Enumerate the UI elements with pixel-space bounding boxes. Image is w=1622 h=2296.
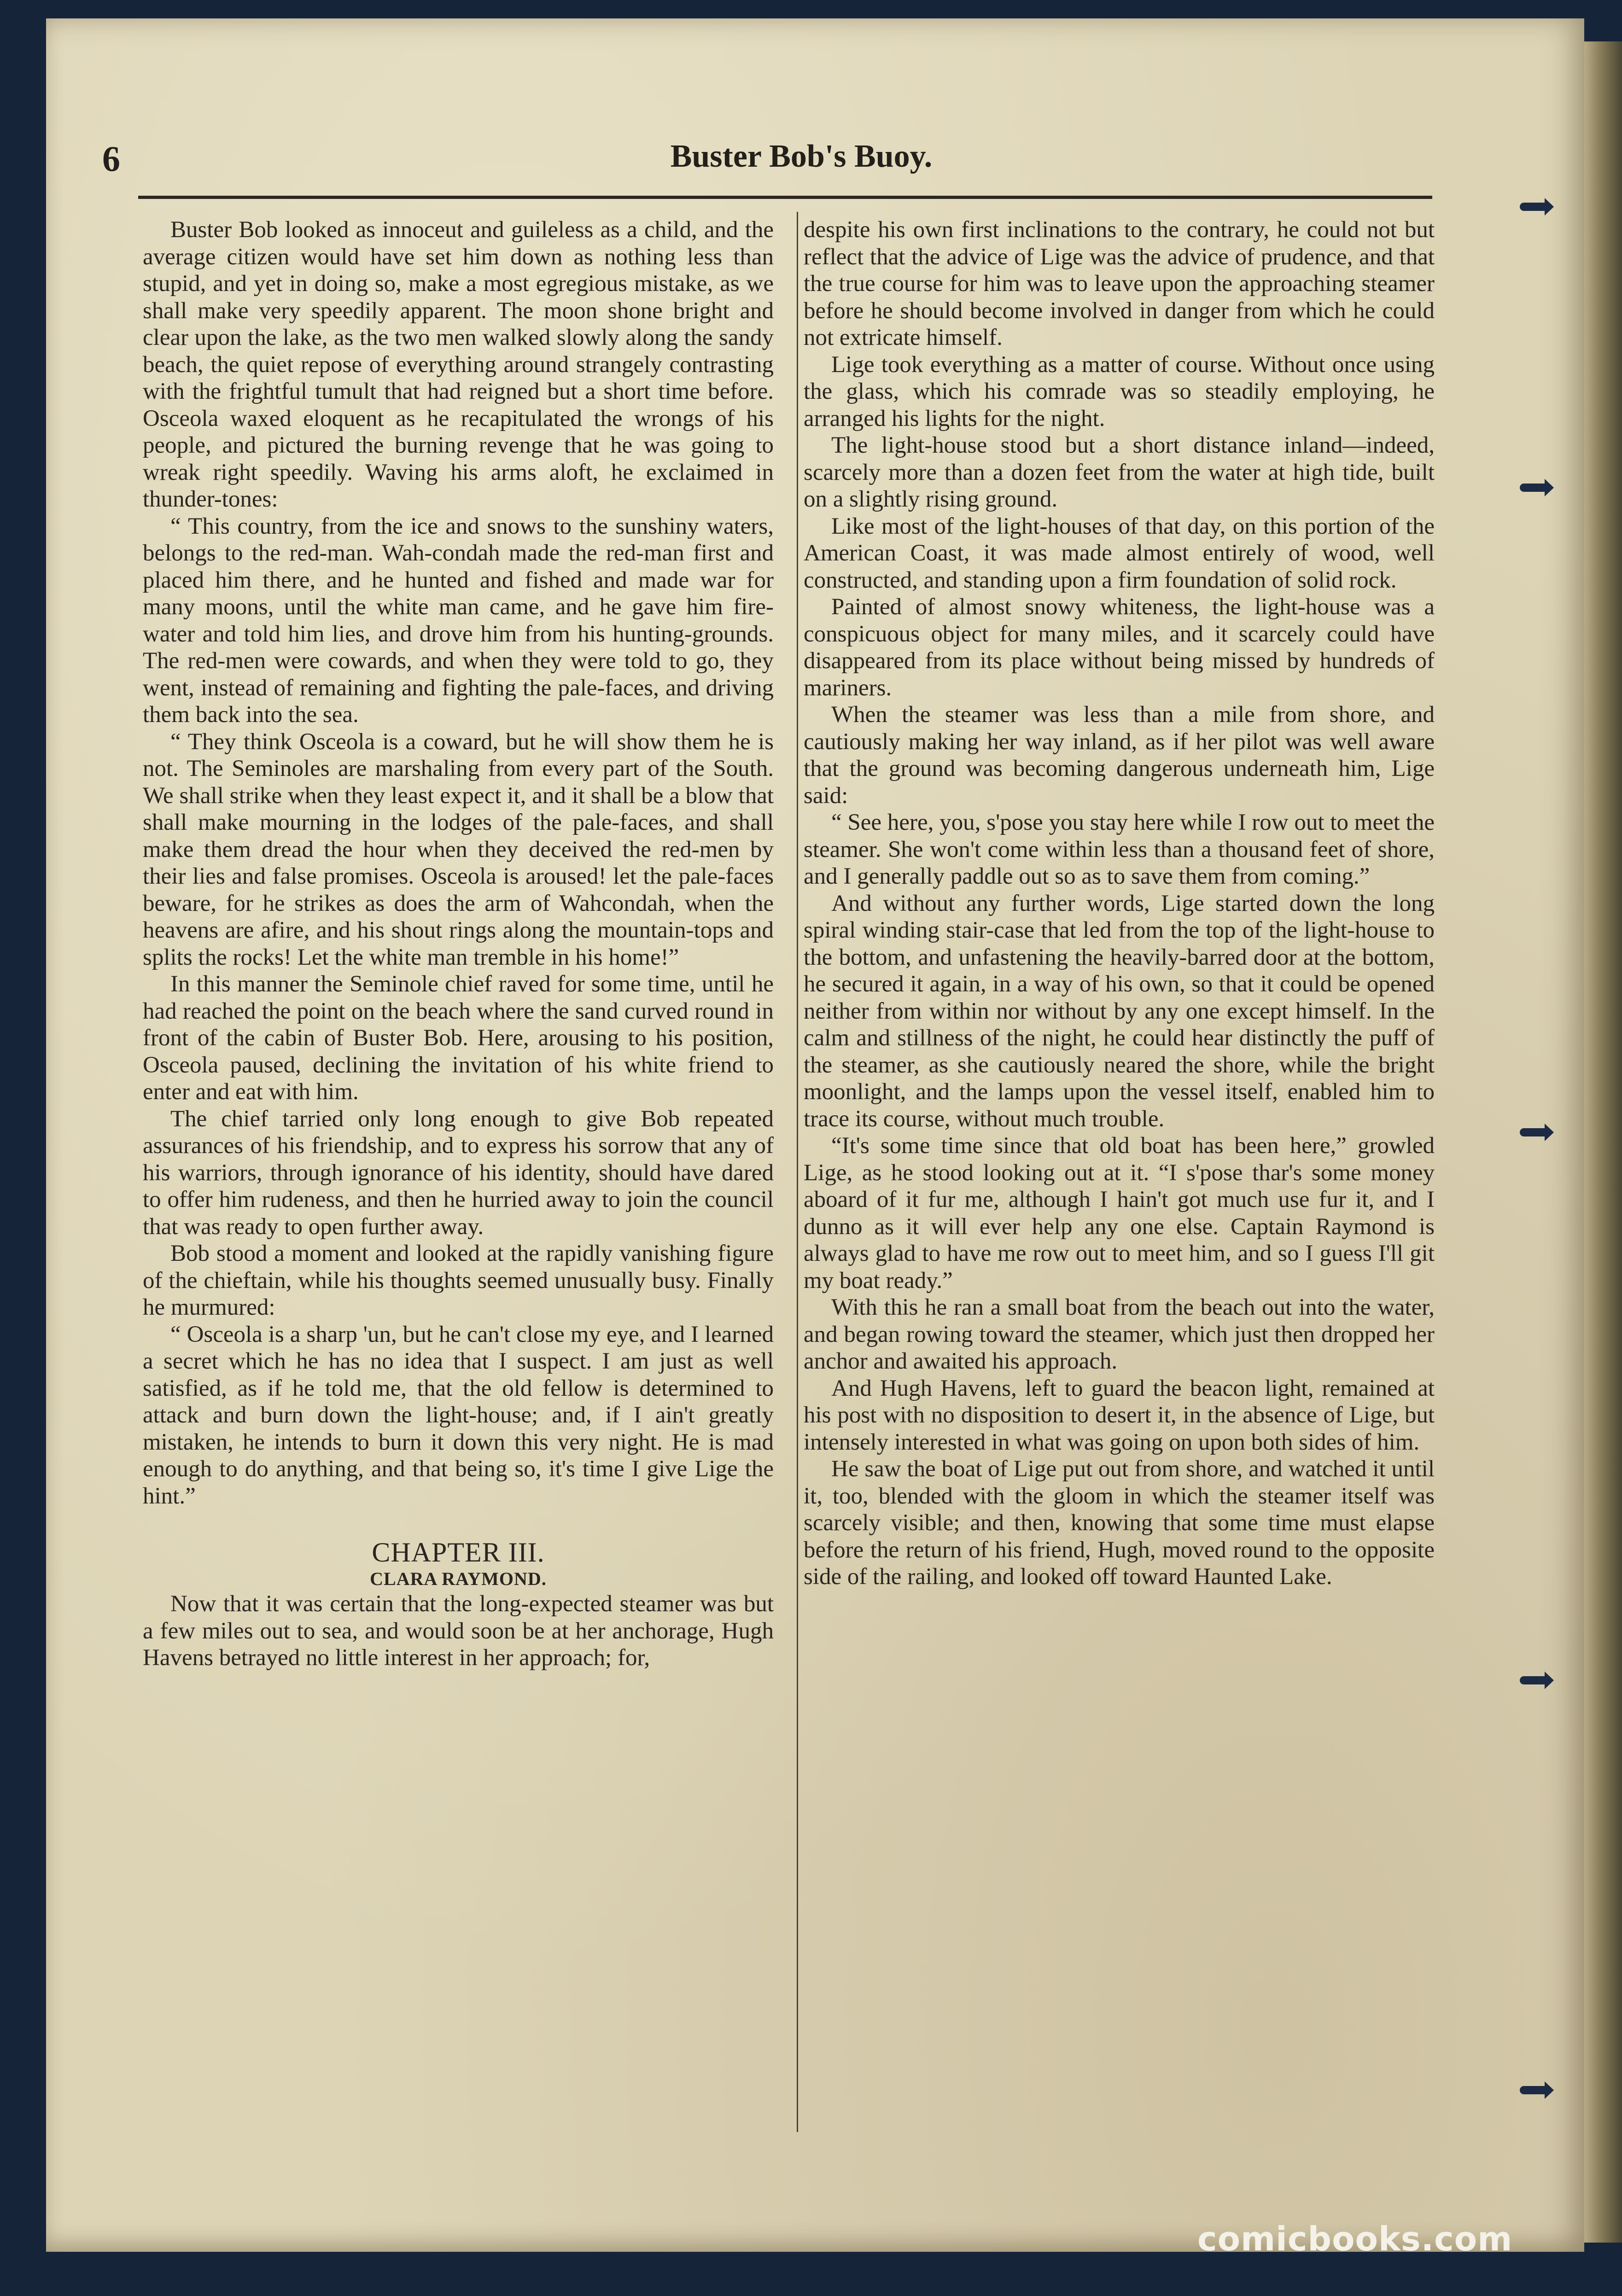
paragraph: Buster Bob looked as innoceut and guileless as a child, and the average citizen would have set him down as nothing less than stupid, and yet in doing so, make a most egregious mistake, as we shall make very speedily apparent. The moon shone bright and clear upon the lake, as the two men walked slowly along the sandy beach, the quiet repose of everything around strangely contrasting with the frightful tumult that had reigned but a short time before. Osceola waxed eloquent as he recapitulated the wrongs of his people, and pictured the burning revenge that he was going to wreak right speedily. Waving his arms aloft, he exclaimed in thunder-tones: [143, 217, 774, 512]
paragraph: With this he ran a small boat from the beach out into the water, and began rowing toward the steamer, which just then dropped her anchor and awaited his approach. [804, 1294, 1435, 1374]
paragraph: In this manner the Seminole chief raved for some time, until he had reached the point on the beach where the sand curved round in front of the cabin of Buster Bob. Here, arousing to his position, Osceola paused, declining the invitation of his white friend to enter and eat with him. [143, 971, 774, 1105]
paragraph: “It's some time since that old boat has been here,” growled Lige, as he stood looking out at it. “I s'pose thar's some money aboard of it fur me, although I hain't got much use fur it, and I dunno as it will ever help any one else. Captain Raymond is always glad to have me row out to meet him, and so I guess I'll git my boat ready.” [804, 1133, 1435, 1294]
paragraph: The chief tarried only long enough to give Bob repeated assurances of his friendship, and to express his sorrow that any of his warriors, through ignorance of his identity, should have dared to offer him rudeness, and then he hurried away to join the council that was ready to open further away. [143, 1106, 774, 1240]
chapter-subtitle: CLARA RAYMOND. [370, 1568, 547, 1589]
adjacent-page-edge [1584, 41, 1622, 2243]
binding-staple [1520, 484, 1552, 492]
paragraph: He saw the boat of Lige put out from shore, and watched it until it, too, blended with the gloom in which the steamer itself was scarcely visible; and then, knowing that some time must elapse before the return of his friend, Hugh, moved round to the opposite side of the railing, and looked off toward Haunted Lake. [804, 1456, 1435, 1590]
binding-staple [1520, 1128, 1552, 1136]
paragraph: Painted of almost snowy whiteness, the light-house was a conspicuous object for many miles, and it scarcely could have disappeared from its place without being missed by hundreds of mariners. [804, 594, 1435, 701]
paragraph: Like most of the light-houses of that day, on this portion of the American Coast, it was made almost entirely of wood, well constructed, and standing upon a firm foundation of solid rock. [804, 513, 1435, 593]
left-column [143, 216, 774, 1672]
right-column [804, 216, 1435, 1591]
binding-staple [1520, 2086, 1552, 2094]
column-divider [797, 212, 798, 2132]
paragraph: “ They think Osceola is a coward, but he will show them he is not. The Seminoles are marshaling from every part of the South. We shall strike when they least expect it, and it shall be a blow that shall make mourning in the lodges of the pale-faces, and shall make them dread the hour when they deceived the red-men by their lies and false promises. Osceola is aroused! let the pale-faces beware, for he strikes as does the arm of Wahcondah, when the heavens are afire, and his shout rings along the mountain-tops and splits the rocks! Let the white man tremble in his home!” [143, 728, 774, 970]
paragraph: Bob stood a moment and looked at the rapidly vanishing figure of the chieftain, while his thoughts seemed unusually busy. Finally he murmured: [143, 1241, 774, 1320]
running-header-title: Buster Bob's Buoy. [670, 139, 933, 174]
paragraph: “ Osceola is a sharp 'un, but he can't close my eye, and I learned a secret which he has no idea that I suspect. I am just as well satisfied, as if he told me, that the old fellow is determined to attack and burn down the light-house; and, if I ain't greatly mistaken, he intends to burn it down this very night. He is mad enough to do anything, and that being so, it's time I give Lige the hint.” [143, 1321, 774, 1509]
chapter-title: CHAPTER III. [372, 1537, 545, 1568]
binding-staple [1520, 203, 1552, 211]
paragraph: Now that it was certain that the long-expected steamer was but a few miles out to sea, and would soon be at her anchorage, Hugh Havens betrayed no little interest in her approach; for, [143, 1591, 774, 1671]
page-number: 6 [102, 139, 120, 179]
paragraph: When the steamer was less than a mile from shore, and cautiously making her way inland, as if her pilot was well aware that the ground was becoming dangerous underneath him, Lige said: [804, 702, 1435, 809]
paragraph: The light-house stood but a short distance inland—indeed, scarcely more than a dozen feet from the water at high tide, built on a slightly rising ground. [804, 432, 1435, 512]
paragraph: And without any further words, Lige started down the long spiral winding stair-case that led from the top of the light-house to the bottom, and unfastening the heavily-barred door at the bottom, he secured it again, in a way of his own, so that it could be opened neither from within nor without by any one except himself. In the calm and stillness of the night, he could hear distinctly the puff of the steamer, as she cautiously neared the shore, while the bright moonlight, and the lamps upon the vessel itself, enabled him to trace its course, without much trouble. [804, 890, 1435, 1132]
binding-staple [1520, 1676, 1552, 1684]
paragraph: Lige took everything as a matter of course. Without once using the glass, which his comrade was so steadily employing, he arranged his lights for the night. [804, 351, 1435, 431]
header-rule [138, 196, 1432, 199]
paragraph: “ See here, you, s'pose you stay here while I row out to meet the steamer. She won't come within less than a thousand feet of shore, and I generally paddle out so as to save them from coming.” [804, 810, 1435, 889]
paragraph-continuation: despite his own first inclinations to the contrary, he could not but reflect that the advice of Lige was the advice of prudence, and that the true course for him was to leave upon the approaching steamer before he should become involved in danger from which he could not extricate himself. [804, 217, 1435, 350]
paragraph: “ This country, from the ice and snows to the sunshiny waters, belongs to the red-man. Wah-condah made the red-man first and placed him there, and he hunted and fished and made war for many moons, until the white man came, and he gave him fire-water and told him lies, and drove him from his hunting-grounds. The red-men were cowards, and when they were told to go, they went, instead of remaining and fighting the pale-faces, and driving them back into the sea. [143, 513, 774, 728]
paragraph: And Hugh Havens, left to guard the beacon light, remained at his post with no disposition to desert it, in the absence of Lige, but intensely interested in what was going on upon both sides of him. [804, 1375, 1435, 1455]
source-watermark: comicbooks.com [1197, 2220, 1513, 2258]
